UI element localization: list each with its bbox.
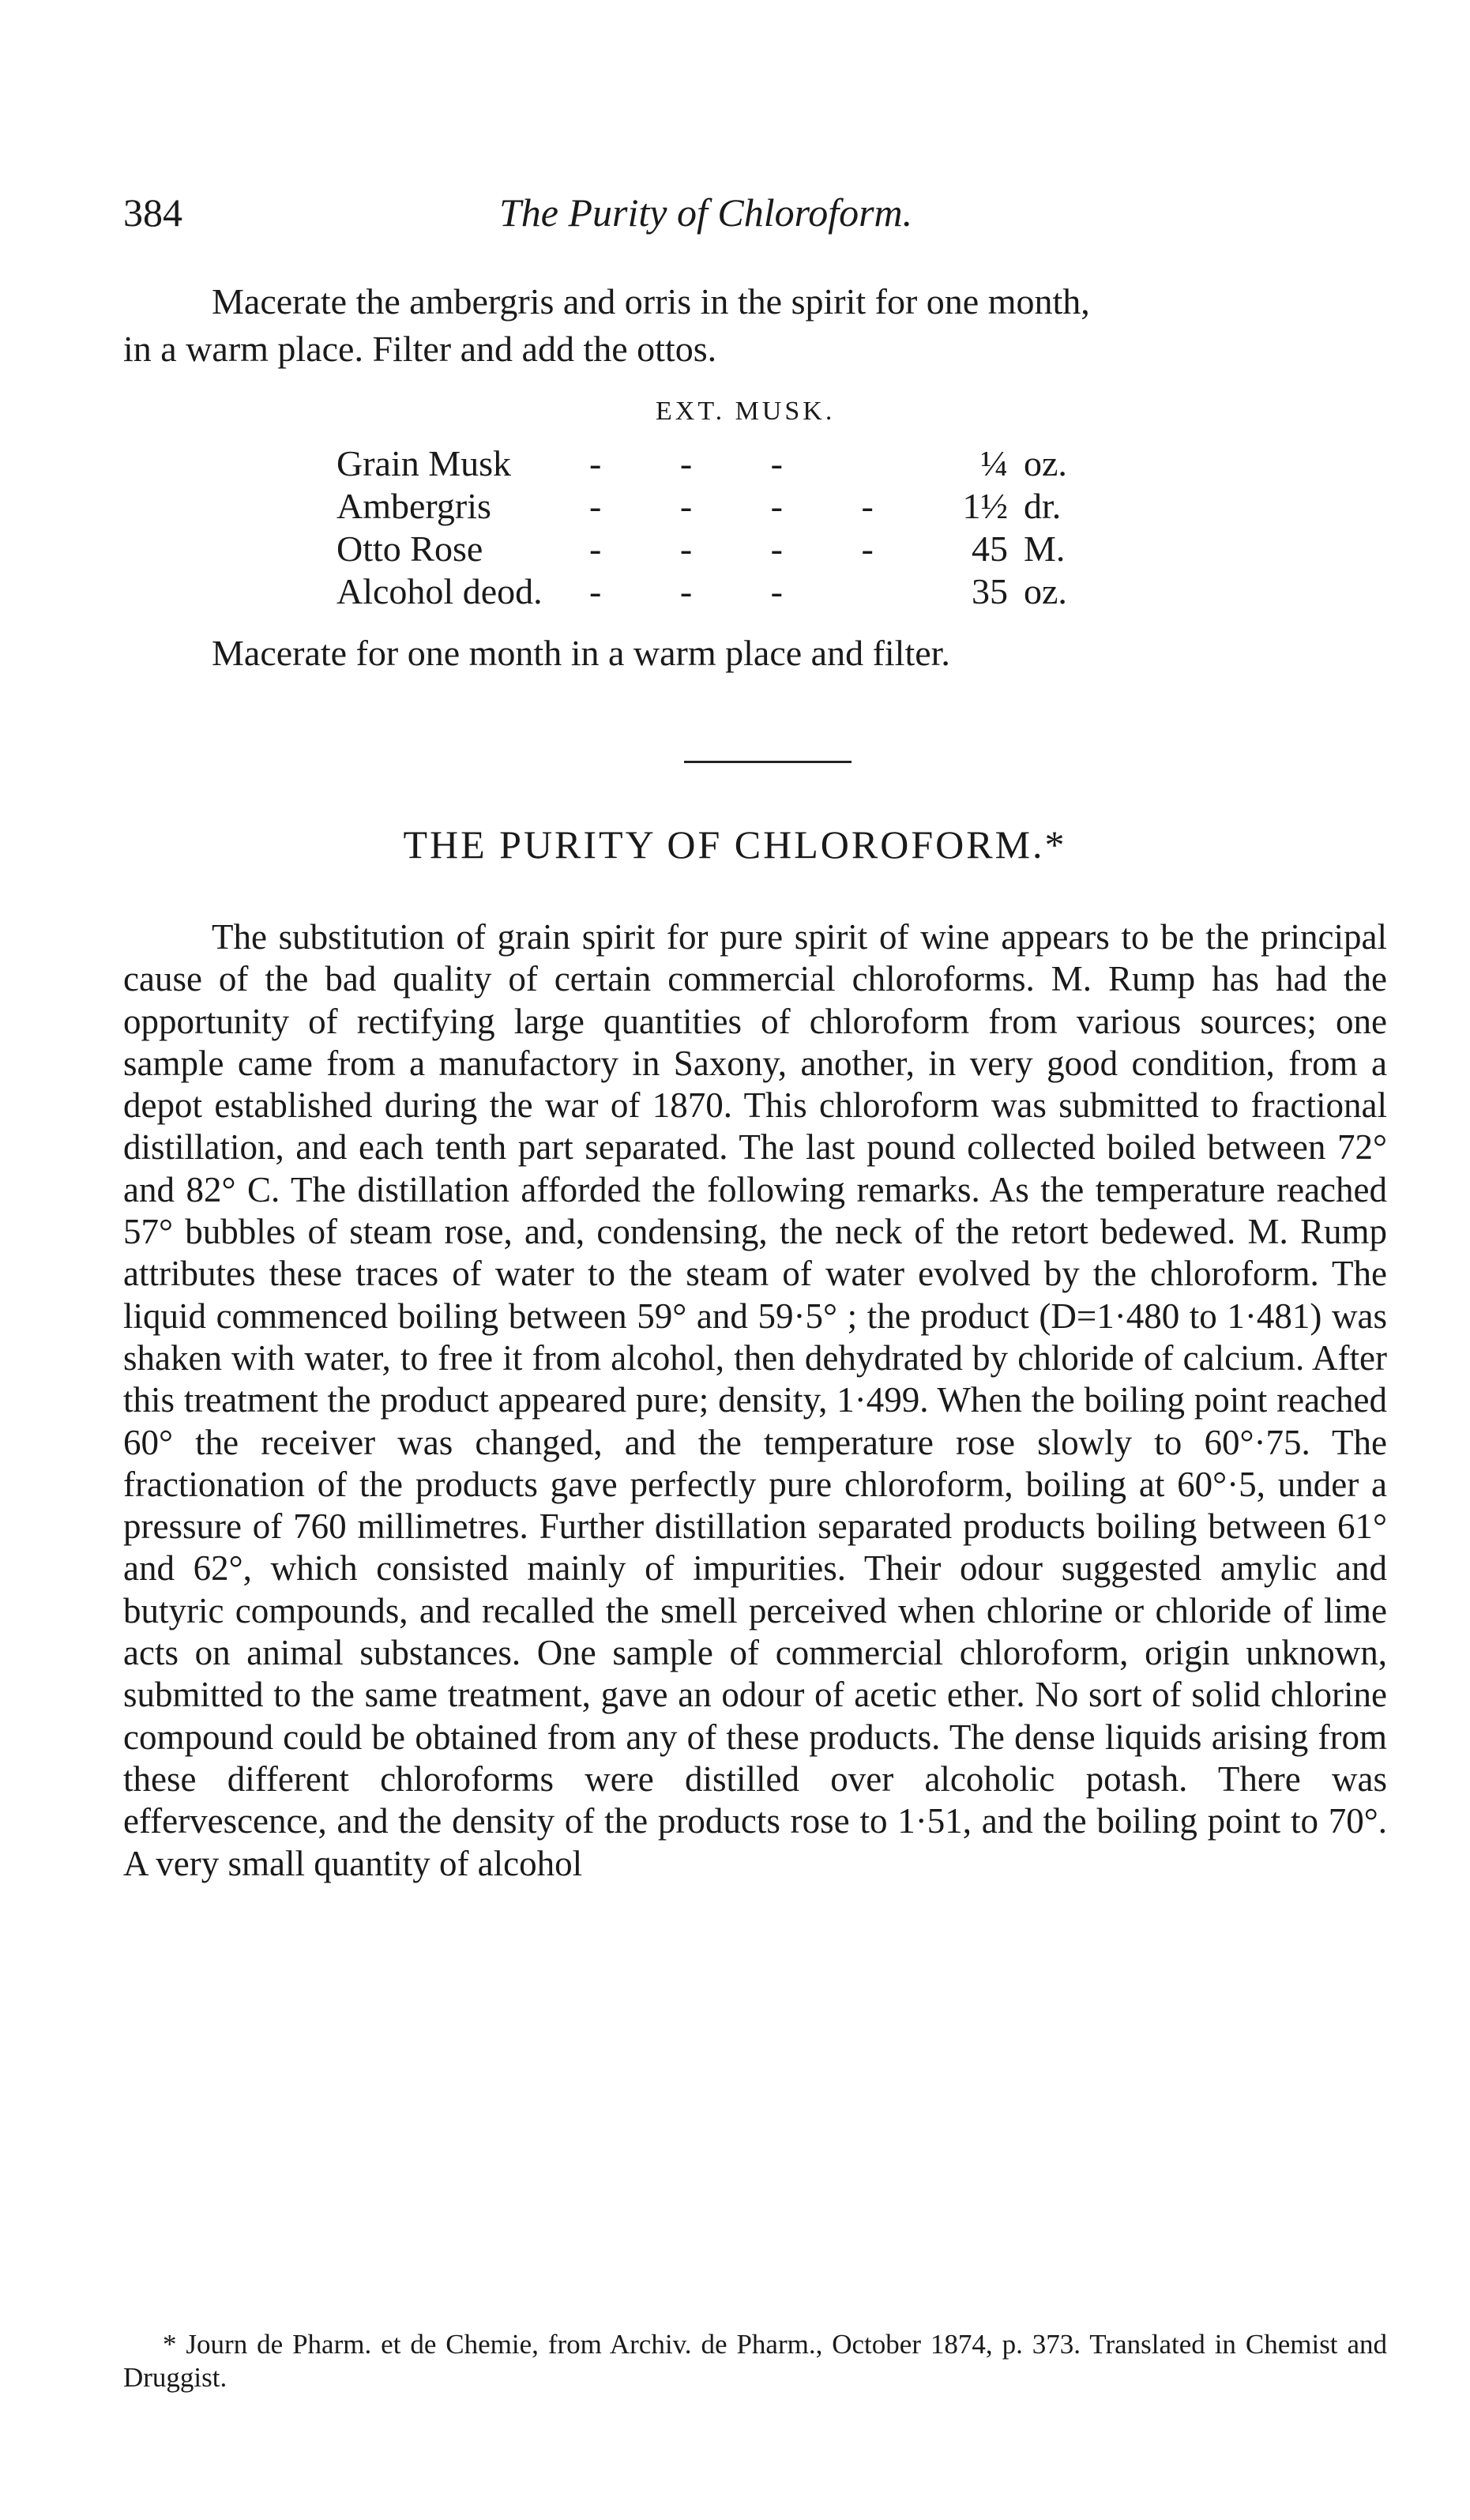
page-number: 384: [123, 190, 182, 235]
ingredient-name: Ambergris: [336, 486, 491, 526]
recipe-title: EXT. MUSK.: [656, 397, 836, 426]
ingredient-row: [336, 442, 1079, 485]
page-header: [123, 190, 1387, 253]
leader-dots: - - -: [589, 443, 818, 483]
intro-line-2: in a warm place. Filter and add the ottos.: [123, 329, 717, 369]
ingredient-name: Grain Musk: [336, 443, 512, 483]
running-title: The Purity of Chloroform.: [499, 190, 913, 235]
ingredient-quantity: ¼: [980, 443, 1008, 483]
intro-paragraph: [123, 278, 1383, 373]
ingredient-unit: dr.: [1024, 486, 1062, 526]
ingredient-name: Otto Rose: [336, 528, 483, 569]
ingredient-quantity: 45: [972, 528, 1008, 569]
recipe-instruction: Macerate for one month in a warm place and filter.: [212, 633, 950, 673]
ingredient-row: [336, 485, 1079, 528]
footnote: * Journ de Pharm. et de Chemie, from Archiv. de Pharm., October 1874, p. 373. Translated in Chemist and Druggist.: [123, 2329, 1387, 2393]
leader-dots: - - - -: [589, 486, 908, 526]
leader-dots: - - - -: [589, 528, 908, 569]
article-body: The substitution of grain spirit for pure spirit of wine appears to be the principal cause of the bad quality of certain commercial chloroforms. M. Rump has had the opportunity of rectifying large quantities of chloroform from various sources; one sample came from a manufactory in Saxony, another, in very good condition, from a depot established during the war of 1870. This chloroform was submitted to fractional distillation, and each tenth part separated. The last pound collected boiled between 72° and 82° C. The distillation afforded the following remarks. As the temperature reached 57° bubbles of steam rose, and, condensing, the neck of the retort bedewed. M. Rump attributes these traces of water to the steam of water evolved by the chloroform. The liquid commenced boiling between 59° and 59·5° ; the product (D=1·480 to 1·481) was shaken with water, to free it from alcohol, then dehydrated by chloride of calcium. After this treatment the product appeared pure; density, 1·499. When the boiling point reached 60° the receiver was changed, and the temperature rose slowly to 60°·75. The fractionation of the products gave perfectly pure chloroform, boiling at 60°·5, under a pressure of 760 millimetres. Further distillation separated products boiling between 61° and 62°, which consisted mainly of impurities. Their odour suggested amylic and butyric compounds, and recalled the smell perceived when chlorine or chloride of lime acts on animal substances. One sample of commercial chloroform, origin unknown, submitted to the same treatment, gave an odour of acetic ether. No sort of solid chlorine compound could be obtained from any of these products. The dense liquids arising from these different chloroforms were distilled over alcoholic potash. There was effervescence, and the density of the products rose to 1·51, and the boiling point to 70°. A very small quantity of alcohol: [123, 917, 1387, 1883]
section-divider: [684, 761, 852, 763]
ingredient-unit: oz.: [1024, 443, 1067, 483]
leader-dots: - - -: [589, 571, 818, 611]
ingredient-name: Alcohol deod.: [336, 571, 543, 611]
ingredient-quantity: 1½: [962, 486, 1008, 526]
intro-line-1: Macerate the ambergris and orris in the spirit for one month,: [212, 281, 1090, 322]
ingredient-unit: M.: [1024, 528, 1066, 569]
ingredient-unit: oz.: [1024, 571, 1067, 611]
ingredient-row: [336, 528, 1079, 570]
ingredient-list: [336, 442, 1079, 613]
article-title: THE PURITY OF CHLOROFORM.*: [403, 822, 1067, 867]
ingredient-row: [336, 570, 1079, 613]
ingredient-quantity: 35: [972, 571, 1008, 611]
